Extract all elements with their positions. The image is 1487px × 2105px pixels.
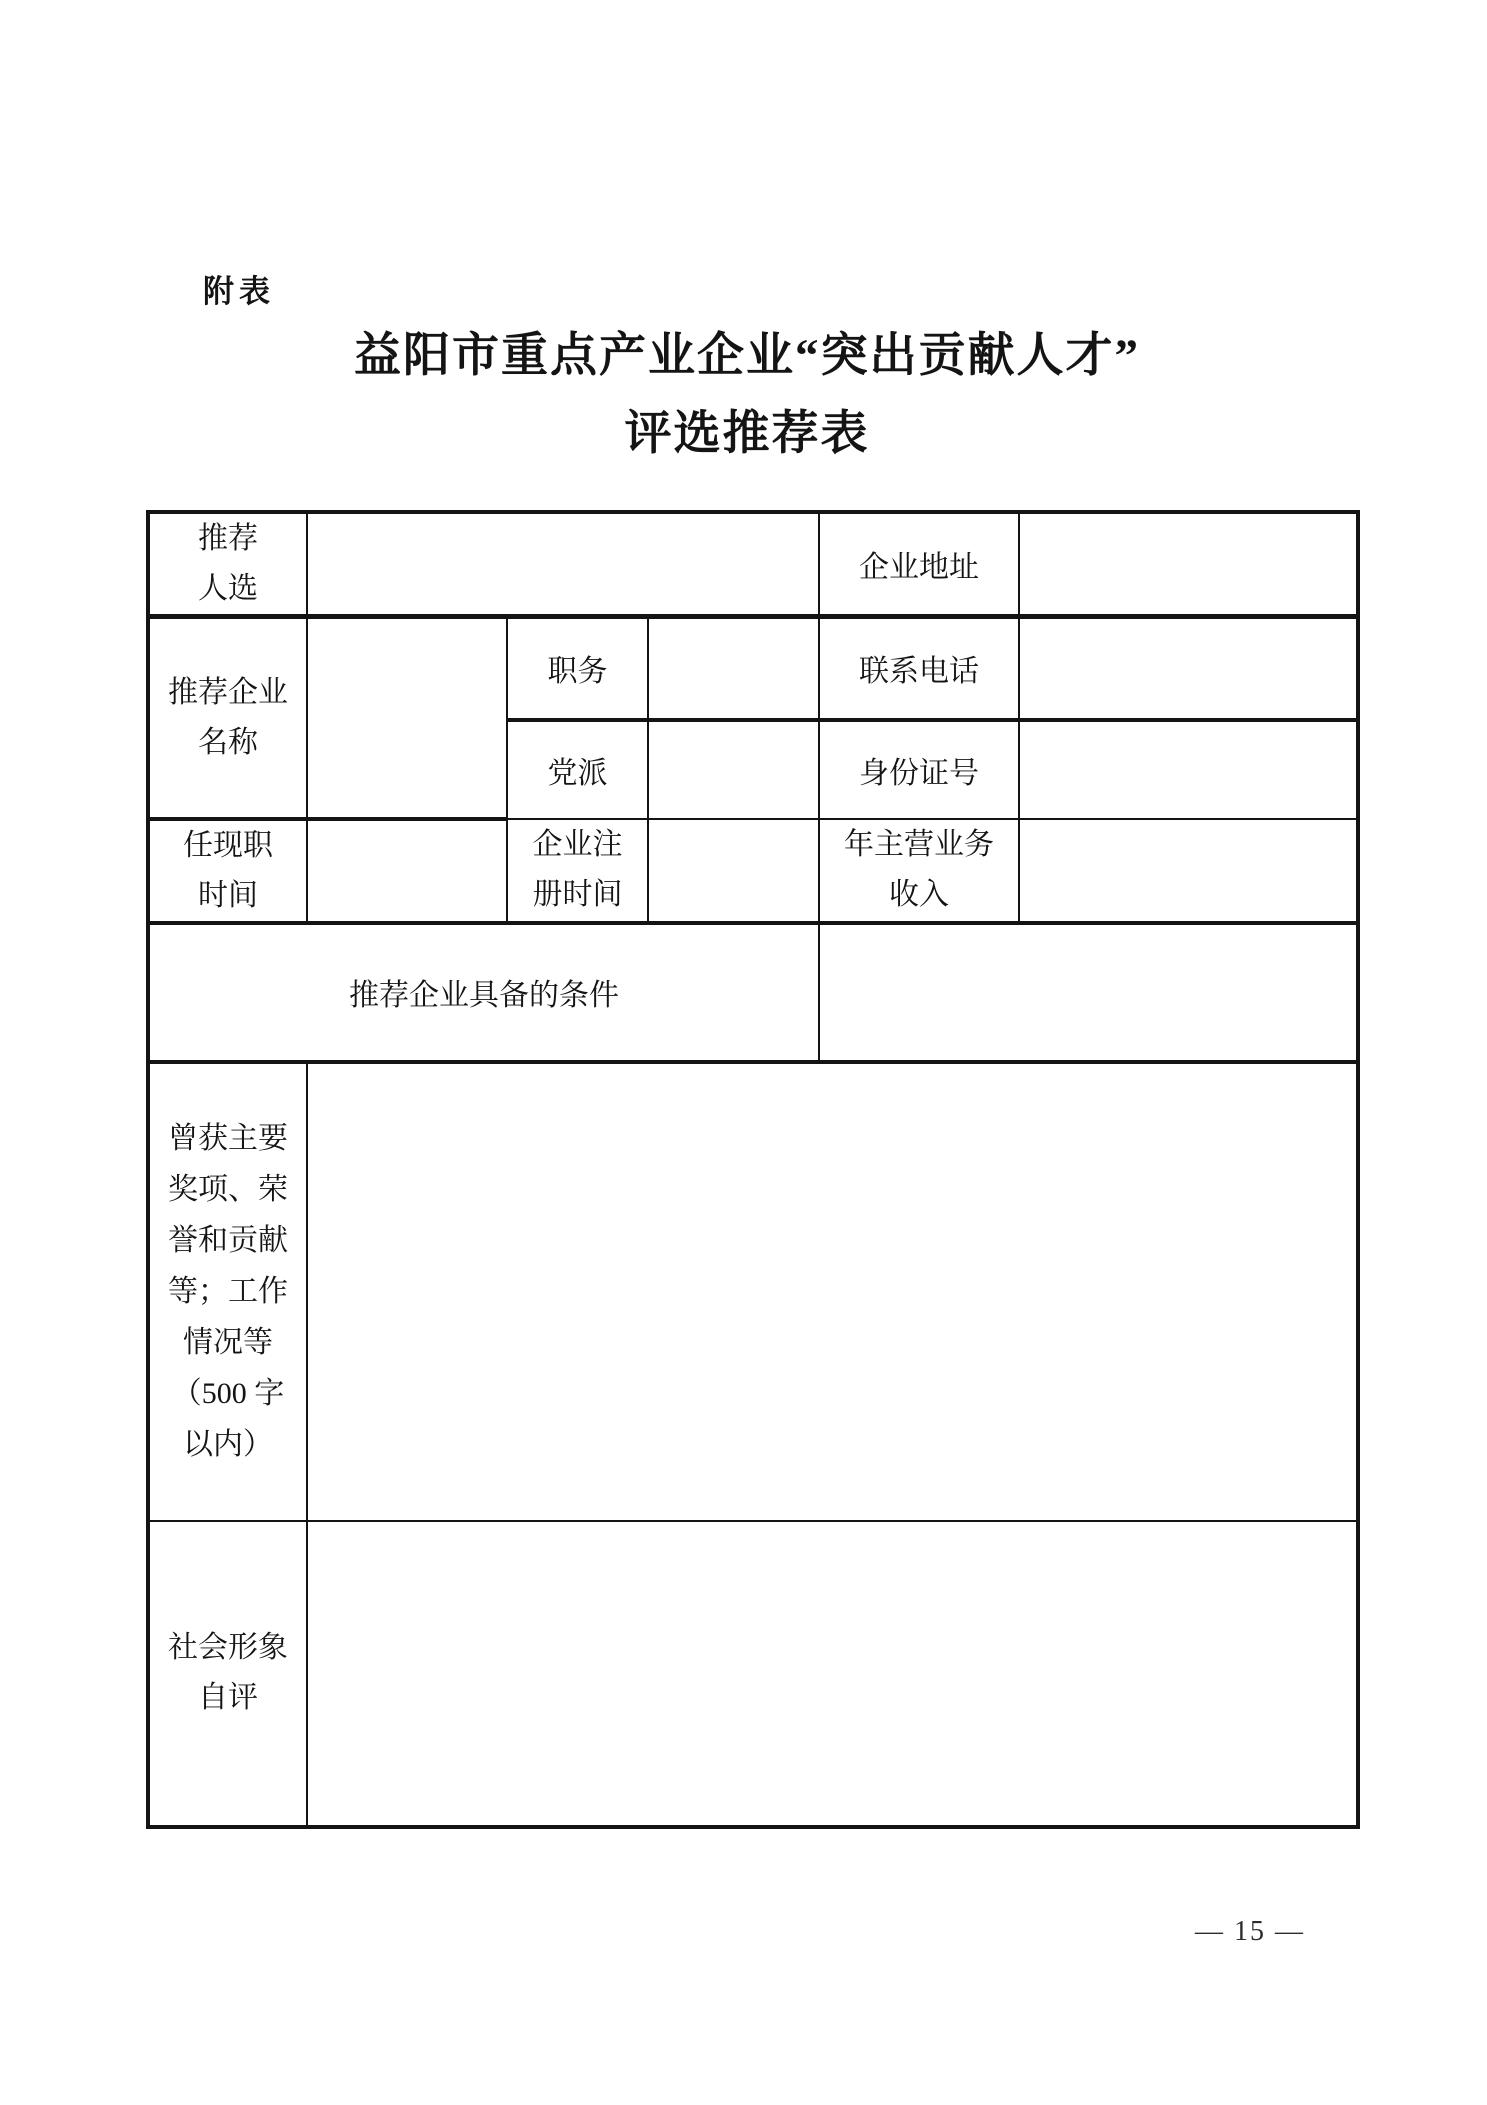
company-registration-time-label-cell (507, 819, 648, 923)
awards-label-line7: 以内） (183, 1428, 273, 1461)
current-post-time-value-cell (307, 819, 507, 923)
party-affiliation-value-cell (648, 720, 819, 819)
document-title-line2: 评选推荐表 (624, 408, 870, 460)
annual-main-revenue-label-line2: 收入 (889, 878, 950, 911)
company-name-value-cell (307, 617, 507, 819)
awards-label-line4: 等；工作 (168, 1275, 288, 1308)
recommended-person-label-cell (148, 512, 307, 617)
row-position-phone (148, 617, 1358, 720)
awards-label-cell (148, 1062, 307, 1521)
awards-label-line3: 誉和贡献 (168, 1224, 288, 1257)
id-number-label-cell: 身份证号 (819, 720, 1019, 819)
social-image-label-cell (148, 1521, 307, 1827)
current-post-time-label-line1: 任现职 (183, 828, 273, 862)
awards-label-line5: 情况等 (183, 1326, 273, 1359)
company-address-value-cell (1019, 512, 1358, 617)
appendix-label: 附表 (203, 274, 275, 309)
row-recommended-person (148, 512, 1358, 617)
party-affiliation-label-cell: 党派 (507, 720, 648, 819)
company-qualifications-value-cell (819, 923, 1358, 1062)
company-registration-time-label-line1: 企业注 (532, 828, 623, 861)
annual-main-revenue-label-cell (819, 819, 1019, 923)
social-image-value-cell (307, 1521, 1358, 1827)
current-post-time-label-line2: 时间 (198, 878, 258, 912)
recommended-person-label-line2: 人选 (198, 572, 258, 605)
contact-phone-label-cell: 联系电话 (819, 617, 1019, 720)
position-value-cell (648, 617, 819, 720)
recommended-person-label-line1: 推荐 (198, 522, 258, 555)
document-title-line1: 益阳市重点产业企业“突出贡献人才” (354, 330, 1140, 382)
company-name-label-cell (148, 617, 307, 819)
row-social-image (148, 1521, 1358, 1827)
id-number-value-cell (1019, 720, 1358, 819)
company-registration-time-value-cell (648, 819, 819, 923)
annual-main-revenue-value-cell (1019, 819, 1358, 923)
company-qualifications-label-cell: 推荐企业具备的条件 (148, 923, 819, 1062)
company-name-label-line2: 名称 (198, 725, 258, 759)
row-awards-honors (148, 1062, 1358, 1521)
recommended-person-value-cell (307, 512, 819, 617)
company-address-label-cell: 企业地址 (819, 512, 1019, 617)
row-tenure-registration-revenue (148, 819, 1358, 923)
position-label-cell: 职务 (507, 617, 648, 720)
current-post-time-label-cell (148, 819, 307, 923)
company-registration-time-label-line2: 册时间 (532, 878, 623, 911)
company-name-label-line1: 推荐企业 (168, 675, 288, 709)
contact-phone-value-cell (1019, 617, 1358, 720)
social-image-label-line2: 自评 (198, 1681, 258, 1714)
recommendation-form-table (146, 510, 1360, 1829)
social-image-label-line1: 社会形象 (168, 1631, 288, 1664)
annual-main-revenue-label-line1: 年主营业务 (844, 828, 995, 861)
row-company-qualifications (148, 923, 1358, 1062)
page-number: — 15 — (1195, 1916, 1305, 1947)
document-title (140, 317, 1354, 473)
awards-label-line6: （500 字 (171, 1377, 285, 1410)
awards-label-line1: 曾获主要 (168, 1122, 288, 1155)
awards-value-cell (307, 1062, 1358, 1521)
awards-label-line2: 奖项、荣 (168, 1173, 288, 1206)
